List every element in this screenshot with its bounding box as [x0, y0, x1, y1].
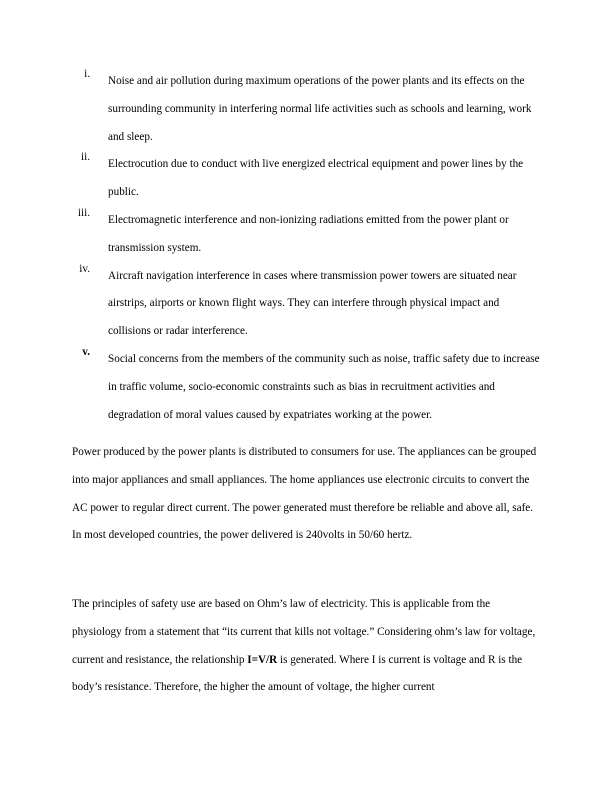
paragraph-text: The principles of safety use are based on Ohm’s law of electricity. This is applicable from the physiology from a statement that “its current that kills not voltage.” Considering ohm’s law for voltage, current and resistance, the relationship: [72, 598, 536, 666]
list-number: v.: [82, 345, 90, 358]
list-number: ii.: [80, 151, 90, 164]
ohms-law-formula: I=V/R: [247, 653, 278, 666]
list-number: iii.: [77, 206, 90, 219]
list-item-text: Noise and air pollution during maximum operations of the power plants and its effects on the surrounding community in interfering normal life activities such as schools and learning, work and sleep.: [108, 75, 532, 143]
list-item: [0, 263, 612, 346]
paragraph-text: is generated. Where I is current is voltage and R is the body’s resistance. Therefore, the higher the amount of voltage, the higher current: [72, 653, 523, 694]
body-paragraph-power-distribution: Power produced by the power plants is distributed to consumers for use. The appliances can be grouped into major appliances and small appliances. The home appliances use electronic circuits to convert the AC power to regular direct current. The power generated must therefore be reliable and above all, safe. In most developed countries, the power delivered is 240volts in 50/60 hertz.: [72, 446, 537, 542]
list-number: i.: [84, 68, 90, 80]
hazard-list: [0, 68, 612, 429]
list-number: iv.: [79, 262, 90, 275]
list-item-text: Electromagnetic interference and non-ionizing radiations emitted from the power plant or transmission system.: [108, 213, 509, 254]
list-item: [0, 207, 612, 263]
body-paragraph-ohms-law: [72, 591, 542, 702]
list-item: [0, 151, 612, 207]
list-item-text: Social concerns from the members of the community such as noise, traffic safety due to increase in traffic volume, socio-economic constraints such as bias in recruitment activities and degradation of moral values caused by expatriates working at the power.: [108, 352, 540, 421]
list-item-text: Electrocution due to conduct with live energized electrical equipment and power lines by the public.: [108, 158, 524, 199]
list-item-text: Aircraft navigation interference in cases where transmission power towers are situated near airstrips, airports or known flight ways. They can interfere through physical impact and collisions or radar interference.: [108, 269, 517, 338]
list-item: [0, 68, 612, 151]
list-item: [0, 346, 612, 429]
